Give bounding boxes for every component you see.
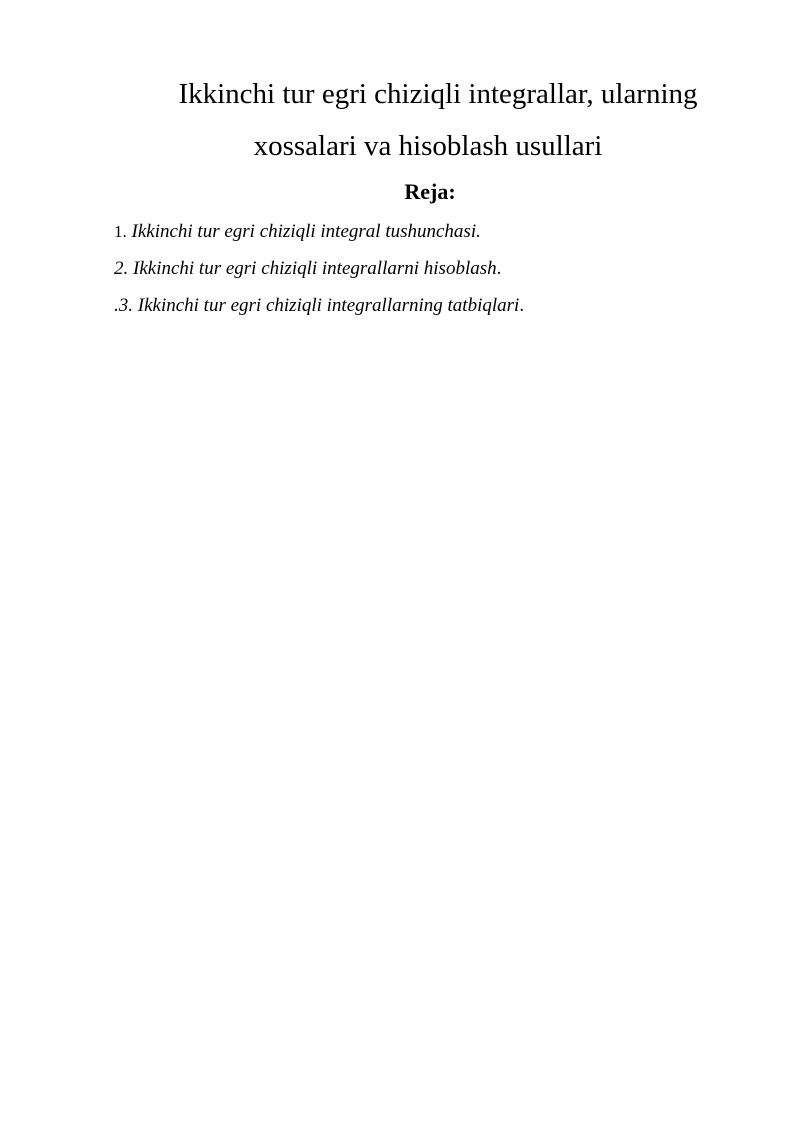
plan-item-tail: . [496, 258, 502, 279]
plan-item-1 [114, 222, 524, 259]
plan-item-text: Ikkinchi tur egri chiziqli integrallarni hisoblash [128, 258, 497, 279]
plan-heading: Reja: [404, 179, 456, 204]
plan-item-2 [114, 259, 524, 296]
plan-item-number: 2. [114, 258, 129, 279]
plan-item-number: 1. [114, 222, 127, 241]
document-title-line-1: Ikkinchi tur egri chiziqli integrallar, ularning [178, 78, 698, 110]
plan-item-text: Ikkinchi tur egri chiziqli integrallarning tatbiqlari [133, 295, 520, 316]
plan-list [114, 222, 524, 333]
plan-item-number: .3. [114, 295, 133, 316]
plan-item-text: Ikkinchi tur egri chiziqli integral tushunchasi. [126, 221, 481, 242]
document-title-line-2: xossalari va hisoblash usullari [253, 130, 603, 162]
plan-item-3 [114, 296, 524, 333]
plan-item-tail: . [519, 295, 525, 316]
